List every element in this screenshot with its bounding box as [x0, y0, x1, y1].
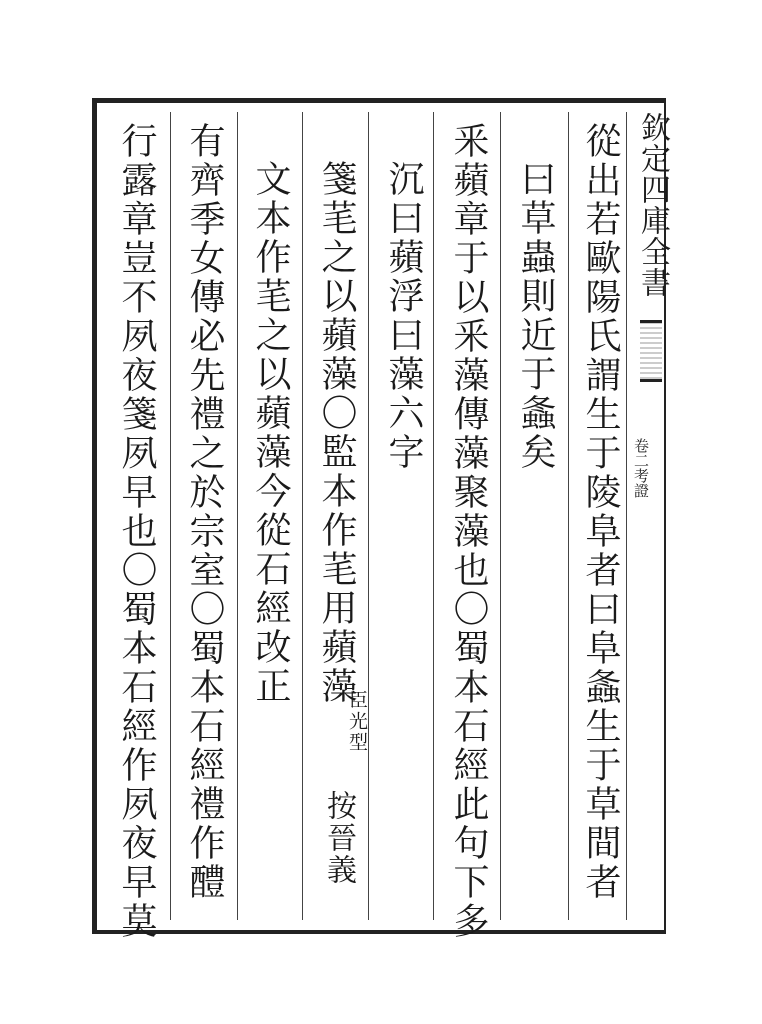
volume-label: 卷二考證: [632, 438, 650, 498]
text-column-4: 沉曰蘋浮曰藻六字: [383, 160, 424, 472]
column-rule: [302, 112, 303, 920]
column-rule: [500, 112, 501, 920]
text-column-8: 行露章豈不夙夜箋夙早也〇蜀本石經作夙夜早莫: [116, 122, 157, 941]
text-column-6: 文本作芼之以蘋藻今從石經改正: [250, 160, 291, 706]
column-rule: [237, 112, 238, 920]
text-column-3: 釆蘋章于以釆藻傳藻聚藻也〇蜀本石經此句下多: [448, 122, 489, 941]
fish-tail-mark: [640, 320, 662, 382]
annotation-left: 臣光型: [346, 690, 368, 753]
text-column-5: 箋芼之以蘋藻〇監本作芼用蘋藻: [316, 160, 357, 706]
column-rule: [368, 112, 369, 920]
book-title: 欽定四庫全書: [635, 112, 670, 298]
column-rule: [433, 112, 434, 920]
column-rule: [170, 112, 171, 920]
column-rule: [568, 112, 569, 920]
text-column-2: 曰草蟲則近于螽矣: [515, 160, 556, 472]
annotation-right: 按晉義: [321, 790, 356, 886]
text-column-7: 有齊季女傳必先禮之於宗室〇蜀本石經禮作醴: [184, 122, 225, 902]
column-rule: [626, 112, 627, 920]
text-column-1: 從出若歐陽氏謂生于陵阜者曰阜螽生于草間者: [580, 122, 621, 902]
